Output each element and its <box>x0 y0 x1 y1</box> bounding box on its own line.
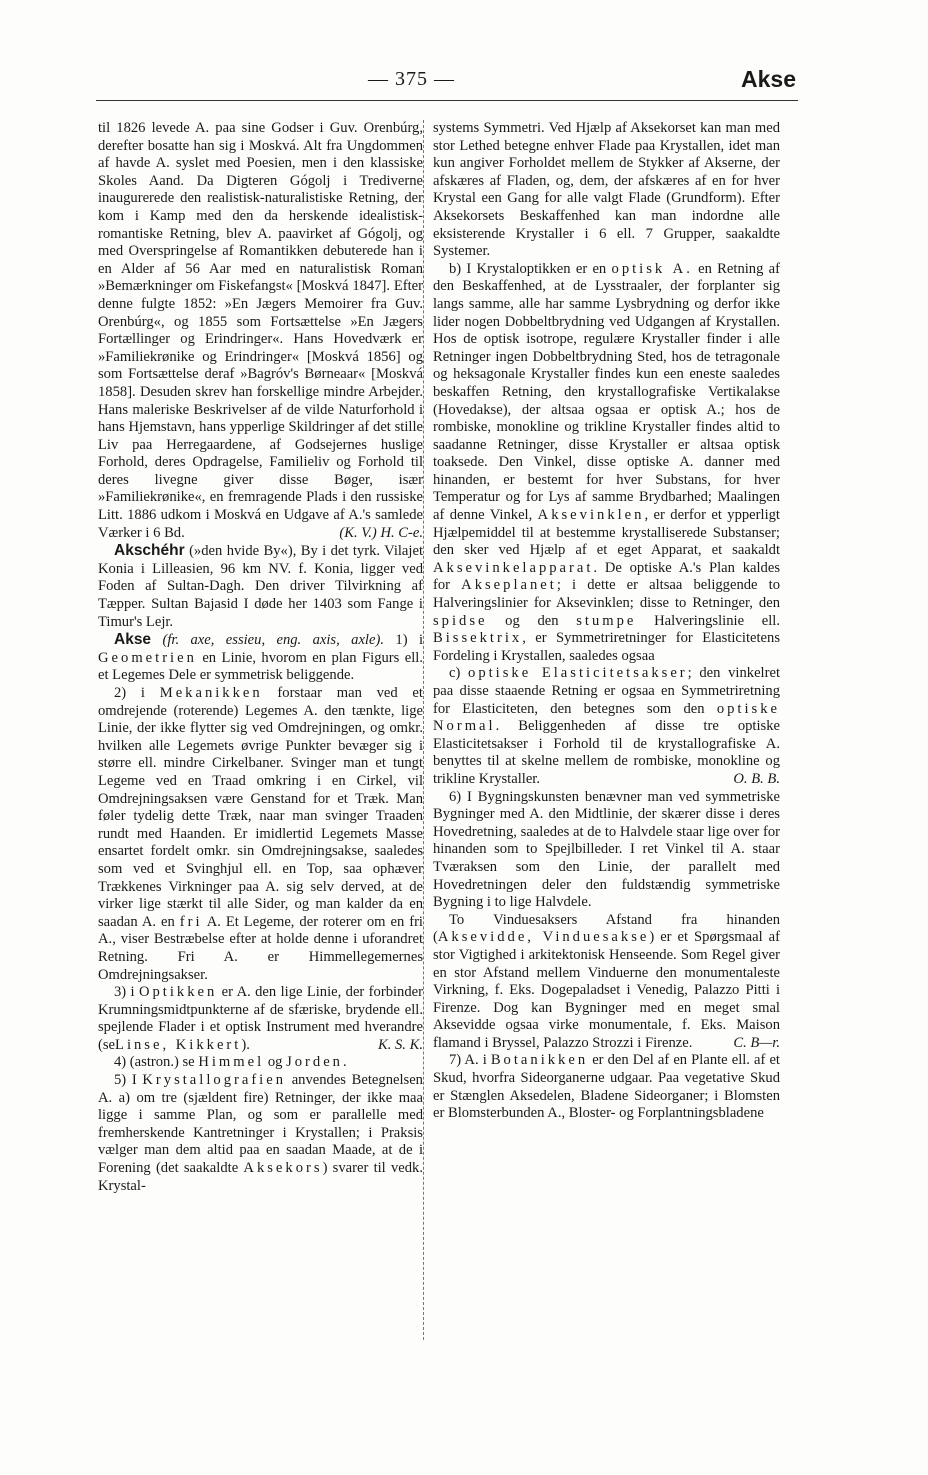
akse-section-4: 4) (astron.) se Himmel og Jorden. <box>114 1054 347 1071</box>
akse-section-3: 3) i Optikken er A. den lige Linie, der forbinder Krumningsmidtpunkterne af de sfæriske, brydende ell. spejlende Flader i et optisk Instrument med hverandre (seLinse, Kikkert). K. S. K. <box>98 984 423 1053</box>
akse-section-6b: To Vinduesaksers Afstand fra hinanden (Aksevidde, Vinduesakse) er et Spørgsmaal af stor Vigtighed i arkitektonisk Henseende. Som Regel giver en stor Afstand mellem Vinduerne den monumentaleste Virkning, f. Eks. Dogepaladset i Venedig, Palazzo Pitti i Firenze. Dog kan Bygninger med en meget smal Aksevidde ogsaa virke monumentale, f. Eks. Maison flamand i Bryssel, Palazzo Strozzi i Firenze. C. B—r. <box>433 911 780 1051</box>
akse-section-6: 6) I Bygningskunsten benævner man ved symmetriske Bygninger med A. den Midtlinie, der skærer disse i deres Hovedretning, saaledes at de to Halvdele staar lige over for hinanden som to Spejlbilleder. I ret Vinkel til A. staar Tværaksen som den Linie, der parallelt med Hovedretningen deler den fuldstændig symmetriske Bygning i to lige Halvdele. <box>433 788 780 911</box>
signature: K. S. K. <box>377 1036 423 1053</box>
left-column <box>98 120 423 1195</box>
headword: Akse <box>114 631 152 649</box>
akse-section-7: 7) A. i Botanikken er den Del af en Plante ell. af et Skud, hvorfra Sideorganerne udgaar. Paa vegetative Skud er Stænglen Aksedelen, Bladene Sideorganer; i Blomsten er Blomsterbunden A., Bloster- og Forplantningsbladene <box>433 1052 780 1122</box>
signature: (K. V.) H. C-e. <box>339 524 423 541</box>
headword: Akschéhr <box>114 542 185 560</box>
akse-section-5: 5) I Krystallografien anvendes Betegnelsen A. a) om tre (sjældent fire) Retninger, der ikke maa ligge i samme Plan, og som er parallelle med fremherskende Kantretninger i Krystallen; i Praksis vælger man dem altid paa en saadan Maade, at de i Forening (det saakaldte Aksekors) svarer til vedk. Krystal- <box>98 1072 423 1194</box>
header-rule <box>96 100 798 101</box>
signature: C. B—r. <box>733 1034 780 1051</box>
akse-section-5c: c) optiske Elasticitetsakser; den vinkelret paa disse staaende Retning er ogsaa en Symmetriretning for Elasticiteten, den betegnes som den optiske Normal. Beliggenheden af disse tre optiske Elasticitetsakser i Forhold til de krystallografiske A. benyttes til at skelne mellem de rombiske, monokline og trikline Krystaller. O. B. B. <box>433 665 780 787</box>
page-number: — 375 — <box>368 68 455 90</box>
signature: O. B. B. <box>733 770 780 787</box>
etymology: (fr. axe, essieu, eng. axis, axle). <box>162 632 384 649</box>
paragraph-aksakov-continued: til 1826 levede A. paa sine Godser i Guv. Orenbúrg, derefter bosatte han sig i Moskvá. Alt fra Ungdommen af havde A. syslet med Poesien, men i den klassiske Skoles Aand. Da Digteren Gógolj i Trediverne inaugurerede den realistisk-naturalistiske Retning, der kom i Kamp med den da herskende idealistisk-romantiske Retning, blev A. paavirket af Gógolj, og med Overspringelse af Romantikken debuterede han i en Alder af 56 Aar med en naturalistisk Roman »Bemærkninger om Fiskefangst« [Moskvá 1847]. Efter denne fulgte 1852: »En Jægers Memoirer fra Guv. Orenbúrg«, og 1855 som Fortsættelse »En Jægers Fortællinger og Erindringer«. Hans Hovedværk er »Familiekrønike og Erindringer« [Moskvá 1856] og som Fortsættelse deraf »Bagróv's Børneaar« [Moskvá 1858]. Desuden skrev han forskellige mindre Arbejder. Hans maleriske Beskrivelser af de vilde Naturforhold i hans Hjemstavn, hans ypperlige Skildringer af det stille Liv paa Herregaardene, af Godsejernes huslige Forhold, deres Opdragelse, Familieliv og Forhold til deres livegne giver disse Bøger, især »Familiekrønike«, en fremragende Plads i den russiske Litt. 1886 udkom i Moskvá en Udgave af A.'s samlede Værker i 6 Bd. (K. V.) H. C-e. <box>98 120 423 541</box>
right-column <box>433 120 780 1123</box>
running-head: Akse <box>741 66 796 92</box>
akse-section-2: 2) i Mekanikken forstaar man ved et omdrejende (roterende) Legemes A. den tænkte, lige Linie, der ikke flytter sig ved Omdrejningen, og omkr. hvilken alle Legemets øvrige Punkter bevæger sig i større ell. mindre Cirkelbaner. Svinger man et tungt Legeme ved en Traad omkring i en Cirkel, vil Omdrejningsaksen være Genstand for et Træk. Man føler tydelig dette Træk, naar man svinger Traaden rundt med Haanden. Er imidlertid Legemets Masse ensartet fordelt omkr. sin Omdrejningsakse, saaledes som ved et Svinghjul ell. en Top, saa ophæver Trækkenes Virkninger paa A. sig selv derved, at de virker lige stærkt til alle Sider, og man kalder da en saadan A. en fri A. Et Legeme, der roterer om en fri A., viser Bestræbelse efter at holde denne i uforandret Retning. Fri A. er Himmellegemernes Omdrejningsakser. <box>98 685 423 983</box>
entry-akse: Akse (fr. axe, essieu, eng. axis, axle). 1) i Geometrien en Linie, hvorom en plan Figurs ell. et Legemes Dele er symmetrisk beliggende. <box>98 631 423 684</box>
paragraph-akse-5-continued: systems Symmetri. Ved Hjælp af Aksekorset kan man med stor Lethed betegne enhver Flade paa Krystallen, idet man kun angiver Forholdet mellem de Stykker af Akserne, der afskæres af Fladen, og, dem, der afskæres af en for hver Krystal een Gang for alle valgt Flade (Grundform). Efter Aksekorsets Beskaffenhed kan man indordne alle eksisterende Krystaller i 6 ell. 7 Grupper, saakaldte Systemer. <box>433 120 780 260</box>
column-divider <box>423 120 424 1340</box>
page-header <box>96 66 796 100</box>
akse-section-5b: b) I Krystaloptikken er en optisk A. en Retning af den Beskaffenhed, at de Lysstraaler, der forplanter sig langs samme, alle har samme Lysbrydning og derfor ikke lider nogen Dobbeltbrydning ved Udgangen af Krystallen. Hos de optisk isotrope, regulære Krystaller finder i alle Retninger ingen Dobbeltbrydning Sted, hos de tetragonale og heksagonale Krystaller findes kun een eneste saaledes beskaffen Retning, den krystallografiske Vertikalakse (Hovedakse), der altsaa ogsaa er optisk A.; hos de rombiske, monokline og trikline Krystaller findes altid to saadanne Retninger, disse Krystaller er altsaa optisk toaksede. Den Vinkel, disse optiske A. danner med hinanden, er bestemt for hver Substans, for hver Temperatur og for Lys af samme Brydbarhed; Maalingen af denne Vinkel, Aksevinklen, er derfor et ypperligt Hjælpemiddel til at bestemme krystalliserede Substanser; den sker ved Hjælp af et eget Apparat, et saakaldt Aksevinkelapparat. De optiske A.'s Plan kaldes for Akseplanet; i dette er altsaa beliggende to Halveringslinier for Aksevinklen; disse to Retninger, den spidse og den stumpe Halveringslinie ell. Bissektrix, er Symmetriretninger for Elasticitetens Fordeling i Krystallen, saaledes ogsaa <box>433 260 781 664</box>
entry-akschehr: Akschéhr (»den hvide By«), By i det tyrk. Vilajet Konia i Lilleasien, 96 km NV. f. Konia, ligger ved Foden af Sultan-Dagh. Den driver Tilvirkning af Tæpper. Sultan Bajasid I døde her 1403 som Fange i Timur's Lejr. <box>98 542 423 630</box>
